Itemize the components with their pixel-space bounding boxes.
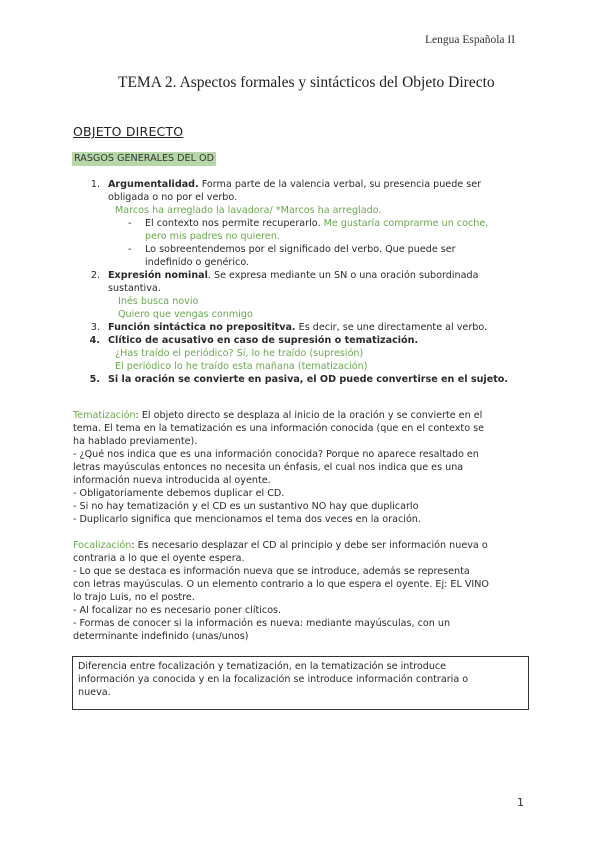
sub-bullet: - [128,218,132,229]
item-number: 4. [89,335,100,346]
paragraph-line: determinante indefinido (unas/unos) [73,631,249,642]
paragraph-line: ha hablado previamente). [73,436,198,447]
paragraph-line: tema. El tema en la tematización es una información conocida (que en el contexto se [73,423,485,434]
example-text: Inés busca novio [118,296,199,307]
example-text: Quiero que vengas conmigo [118,309,253,320]
note-line: Diferencia entre focalización y tematización, en la tematización se introduce [78,661,447,672]
note-line: nueva. [78,686,111,698]
list-item [108,179,481,192]
item-term: Si la oración se convierte en pasiva, el OD puede convertirse en el sujeto. [108,374,509,385]
sub-item-text: Lo sobreentendemos por el significado del verbo. Que puede ser [145,244,456,255]
term-label: Focalización [73,540,132,551]
subsection-title: RASGOS GENERALES DEL OD [74,153,214,164]
page-number: 1 [517,796,524,809]
example-text: ¿Has traído el periódico? Sí, lo he traído (supresión) [115,348,364,359]
item-number: 1. [90,179,100,190]
item-term: Función sintáctica no preposititva. [108,322,296,333]
example-text: Marcos ha arreglado la lavadora/ *Marcos ha arreglado. [115,205,382,216]
paragraph-line: - Formas de conocer si la información es nueva: mediante mayúsculas, con un [73,618,451,629]
example-text: pero mis padres no quieren. [145,231,280,242]
sub-bullet: - [128,244,132,255]
paragraph-line: contraria a lo que el oyente espera. [73,553,245,564]
sub-item-text: El contexto nos permite recuperarlo. [145,218,321,229]
item-number: 5. [89,374,100,385]
item-text: Forma parte de la valencia verbal, su presencia puede ser [198,179,482,190]
item-text: Es decir, se une directamente al verbo. [295,322,488,333]
paragraph-line: - Si no hay tematización y el CD es un sustantivo NO hay que duplicarlo [73,501,419,512]
sub-item [145,218,488,231]
sub-item-text: indefinido o genérico. [145,257,250,268]
paragraph-text: : El objeto directo se desplaza al inicio de la oración y se convierte en el [135,410,483,421]
item-term: Expresión nominal [108,270,208,281]
paragraph-text: : Es necesario desplazar el CD al principio y debe ser información nueva o [131,540,488,551]
example-text: El periódico lo he traído esta mañana (tematización) [115,361,368,372]
term-label: Tematización [73,410,136,421]
item-text: . Se expresa mediante un SN o una oración subordinada [207,270,479,281]
item-term: Clítico de acusativo en caso de supresión o tematización. [108,335,419,346]
note-box [72,656,529,710]
paragraph-line [73,540,488,553]
item-text: obligada o no por el verbo. [108,192,238,203]
paragraph-line: - Duplicarlo significa que mencionamos el tema dos veces en la oración. [73,514,421,525]
paragraph-line: lo trajo Luis, no el postre. [73,592,195,603]
list-item [108,322,487,335]
paragraph-line: - ¿Qué nos indica que es una información conocida? Porque no aparece resaltado en [73,449,479,460]
paragraph-line [73,410,482,423]
item-term: Argumentalidad. [108,179,199,190]
list-item [108,270,478,283]
item-text: sustantiva. [108,283,161,294]
paragraph-line: - Obligatoriamente debemos duplicar el CD. [73,488,285,499]
item-number: 3. [90,322,100,333]
paragraph-line: - Al focalizar no es necesario poner clíticos. [73,605,282,616]
note-line: información ya conocida y en la focalización se introduce información contraria o [78,673,469,685]
course-header: Lengua Española II [425,34,516,46]
paragraph-line: con letras mayúsculas. O un elemento contrario a lo que espera el oyente. Ej: EL VINO [73,579,489,590]
page-title: TEMA 2. Aspectos formales y sintácticos del Objeto Directo [118,74,495,91]
paragraph-line: letras mayúsculas entonces no necesita un énfasis, el cual nos indica que es una [73,462,464,473]
example-text: Me gustaría comprarme un coche, [320,218,489,229]
paragraph-line: - Lo que se destaca es información nueva que se introduce, además se representa [73,566,470,577]
section-title: OBJETO DIRECTO [73,124,184,139]
paragraph-line: información nueva introducida al oyente. [73,475,271,486]
item-number: 2. [90,270,100,281]
